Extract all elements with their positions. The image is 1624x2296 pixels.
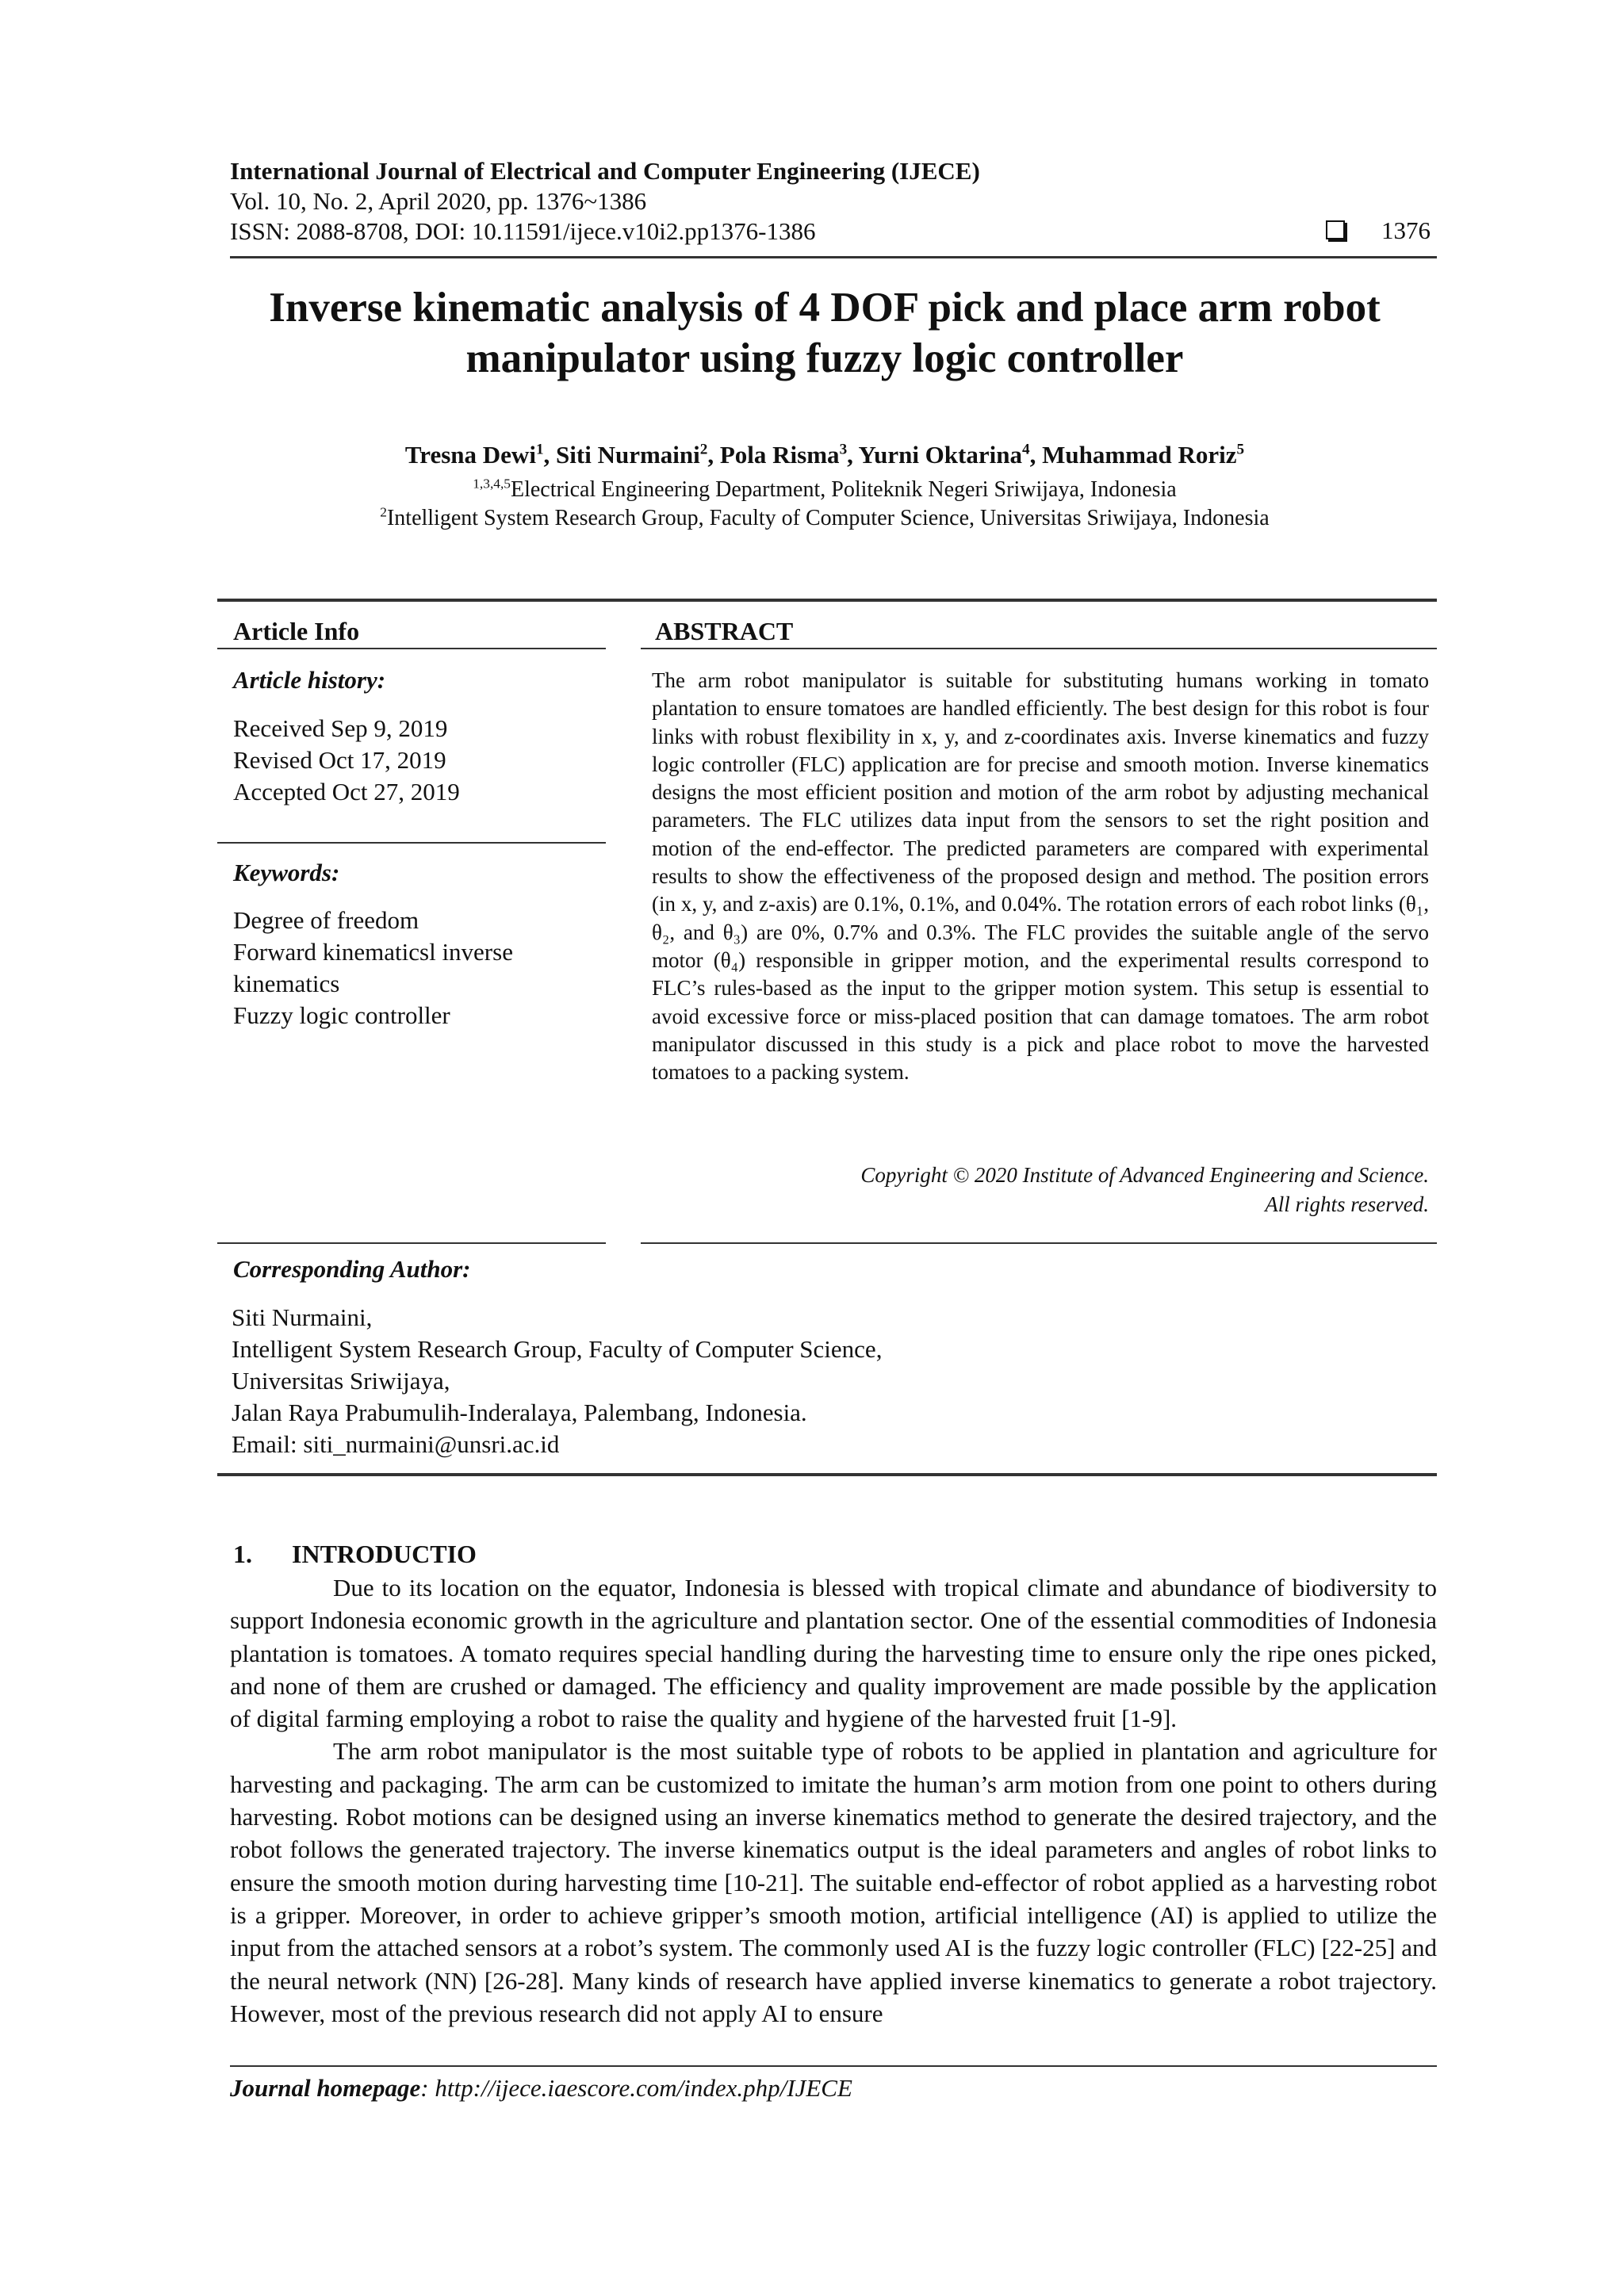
affiliation-1: $^{1,3,4,5}$Electrical Engineering Department, Politeknik Negeri Sriwijaya, Indonesia [473,476,1177,502]
abstract-end-rule [641,1242,1437,1244]
corr-email: Email: siti_nurmaini@unsri.ac.id [232,1430,560,1458]
author: Yurni Oktarina$^4$, [858,441,1043,469]
affiliation-2: $^2$Intelligent System Research Group, Faculty of Computer Science, Universitas Sriwijaya, Indonesia [380,504,1270,530]
keyword: Fuzzy logic controller [233,1001,450,1029]
article-info-heading: Article Info [233,617,360,645]
journal-name: International Journal of Electrical and Computer Engineering (IJECE) [230,157,980,185]
footer-rule [230,2065,1437,2067]
article-history [233,713,460,808]
article-info-rule [217,648,606,649]
info-top-rule [217,599,1437,602]
corr-group: Intelligent System Research Group, Faculty of Computer Science, [232,1335,883,1363]
page-number: 1376 [1381,216,1431,244]
header-rule [230,256,1437,258]
corr-name: Siti Nurmaini, [232,1303,373,1331]
copyright-line-1: Copyright © 2020 Institute of Advanced Engineering and Science. [860,1163,1429,1187]
abstract-heading: ABSTRACT [655,617,794,645]
author: Siti Nurmaini$^2$, [556,441,720,469]
abstract-rule [641,648,1437,649]
keyword: Forward kinematicsl inverse [233,938,513,966]
paragraph: Due to its location on the equator, Indonesia is blessed with tropical climate and abundance of biodiversity to support Indonesia economic growth in the agriculture and plantation sector. One of the essential commodities of Indonesia plantation is tomatoes. A tomato requires special handling during the harvesting time to ensure only the ripe ones picked, and none of them are crushed or damaged. The efficiency and quality improvement are made possible by the application of digital farming employing a robot to raise the quality and hygiene of the harvested fruit [1-9]. [230,1574,1437,1733]
keyword: kinematics [233,970,340,997]
history-accepted: Accepted Oct 27, 2019 [233,778,460,806]
paper-title [222,282,1427,384]
keyword: Degree of freedom [233,906,419,934]
title-line-2: manipulator using fuzzy logic controller [465,335,1184,381]
author: Muhammad Roriz$^5$ [1042,441,1245,469]
introduction-body [230,1571,1437,2030]
history-revised: Revised Oct 17, 2019 [233,746,446,774]
copyright-line-2: All rights reserved. [1265,1192,1429,1216]
issn-info: ISSN: 2088-8708, DOI: 10.11591/ijece.v10i2.pp1376-1386 [230,217,816,245]
author: Tresna Dewi$^1$, [404,441,557,469]
box-icon [1326,220,1345,239]
section-heading: INTRODUCTIO [292,1540,477,1568]
paragraph: The arm robot manipulator is the most suitable type of robots to be applied in plantation and agriculture for harvesting and packaging. The arm can be customized to imitate the human’s arm motion from one point to others during harvesting. Robot motions can be designed using an inverse kinematics method to generate the desired trajectory, and the robot follows the generated trajectory. The inverse kinematics output is the ideal parameters and angles of robot links to ensure the smooth motion during harvesting time [10-21]. The suitable end-effector of robot applied as a harvesting robot is a gripper. Moreover, in order to achieve gripper’s smooth motion, artificial intelligence (AI) is applied to utilize the input from the attached sensors at a robot’s system. The commonly used AI is the fuzzy logic controller (FLC) [22-25] and the neural network (NN) [26-28]. Many kinds of research have applied inverse kinematics to generate a robot trajectory. However, most of the previous research did not apply AI to ensure [230,1737,1437,2027]
corr-address: Jalan Raya Prabumulih-Inderalaya, Palembang, Indonesia. [232,1399,807,1426]
keywords-label: Keywords: [233,859,340,886]
volume-info: Vol. 10, No. 2, April 2020, pp. 1376~1386 [230,187,647,215]
history-label: Article history: [233,666,386,694]
author: Pola Risma$^3$, [719,441,859,469]
journal-homepage: Journal homepage: http://ijece.iaescore.com/index.php/IJECE [230,2074,852,2102]
section-number: 1. [233,1540,252,1568]
history-rule [217,842,606,844]
corr-university: Universitas Sriwijaya, [232,1367,450,1395]
title-line-1: Inverse kinematic analysis of 4 DOF pick and place arm robot [269,285,1381,331]
corresponding-author-details [232,1302,1421,1460]
keywords-end-rule [217,1242,606,1244]
abstract-text: The arm robot manipulator is suitable for substituting humans working in tomato plantation to ensure tomatoes are handled efficiently. The best design for this robot is four links with robust flexibility in x, y, and z-coordinates axis. Inverse kinematics and fuzzy logic controller (FLC) application are for precise and smooth motion. Inverse kinematics designs the most efficient position and motion of the arm robot by adjusting mechanical parameters. The FLC utilizes data input from the sensors to set the right position and motion of the end-effector. The predicted parameters are compared with experimental results to show the effectiveness of the proposed design and method. The position errors (in x, y, and z-axis) are 0.1%, 0.1%, and 0.04%. The rotation errors of each robot links (θ₁, θ₂, and θ₃) are 0%, 0.7% and 0.3%. The FLC provides the suitable angle of the servo motor (θ₄) responsible in gripper motion, and the experimental results correspond to FLC’s rules-based as the input to the gripper motion system. This setup is essential to avoid excessive force or miss-placed position that can damage tomatoes. The arm robot manipulator discussed in this study is a pick and place robot to move the harvested tomatoes to a packing system. [652,668,1429,1085]
keyword-list [233,905,513,1031]
history-received: Received Sep 9, 2019 [233,714,448,742]
info-bottom-rule [217,1473,1437,1476]
corresponding-author-label: Corresponding Author: [233,1255,471,1283]
author-list [222,441,1427,469]
